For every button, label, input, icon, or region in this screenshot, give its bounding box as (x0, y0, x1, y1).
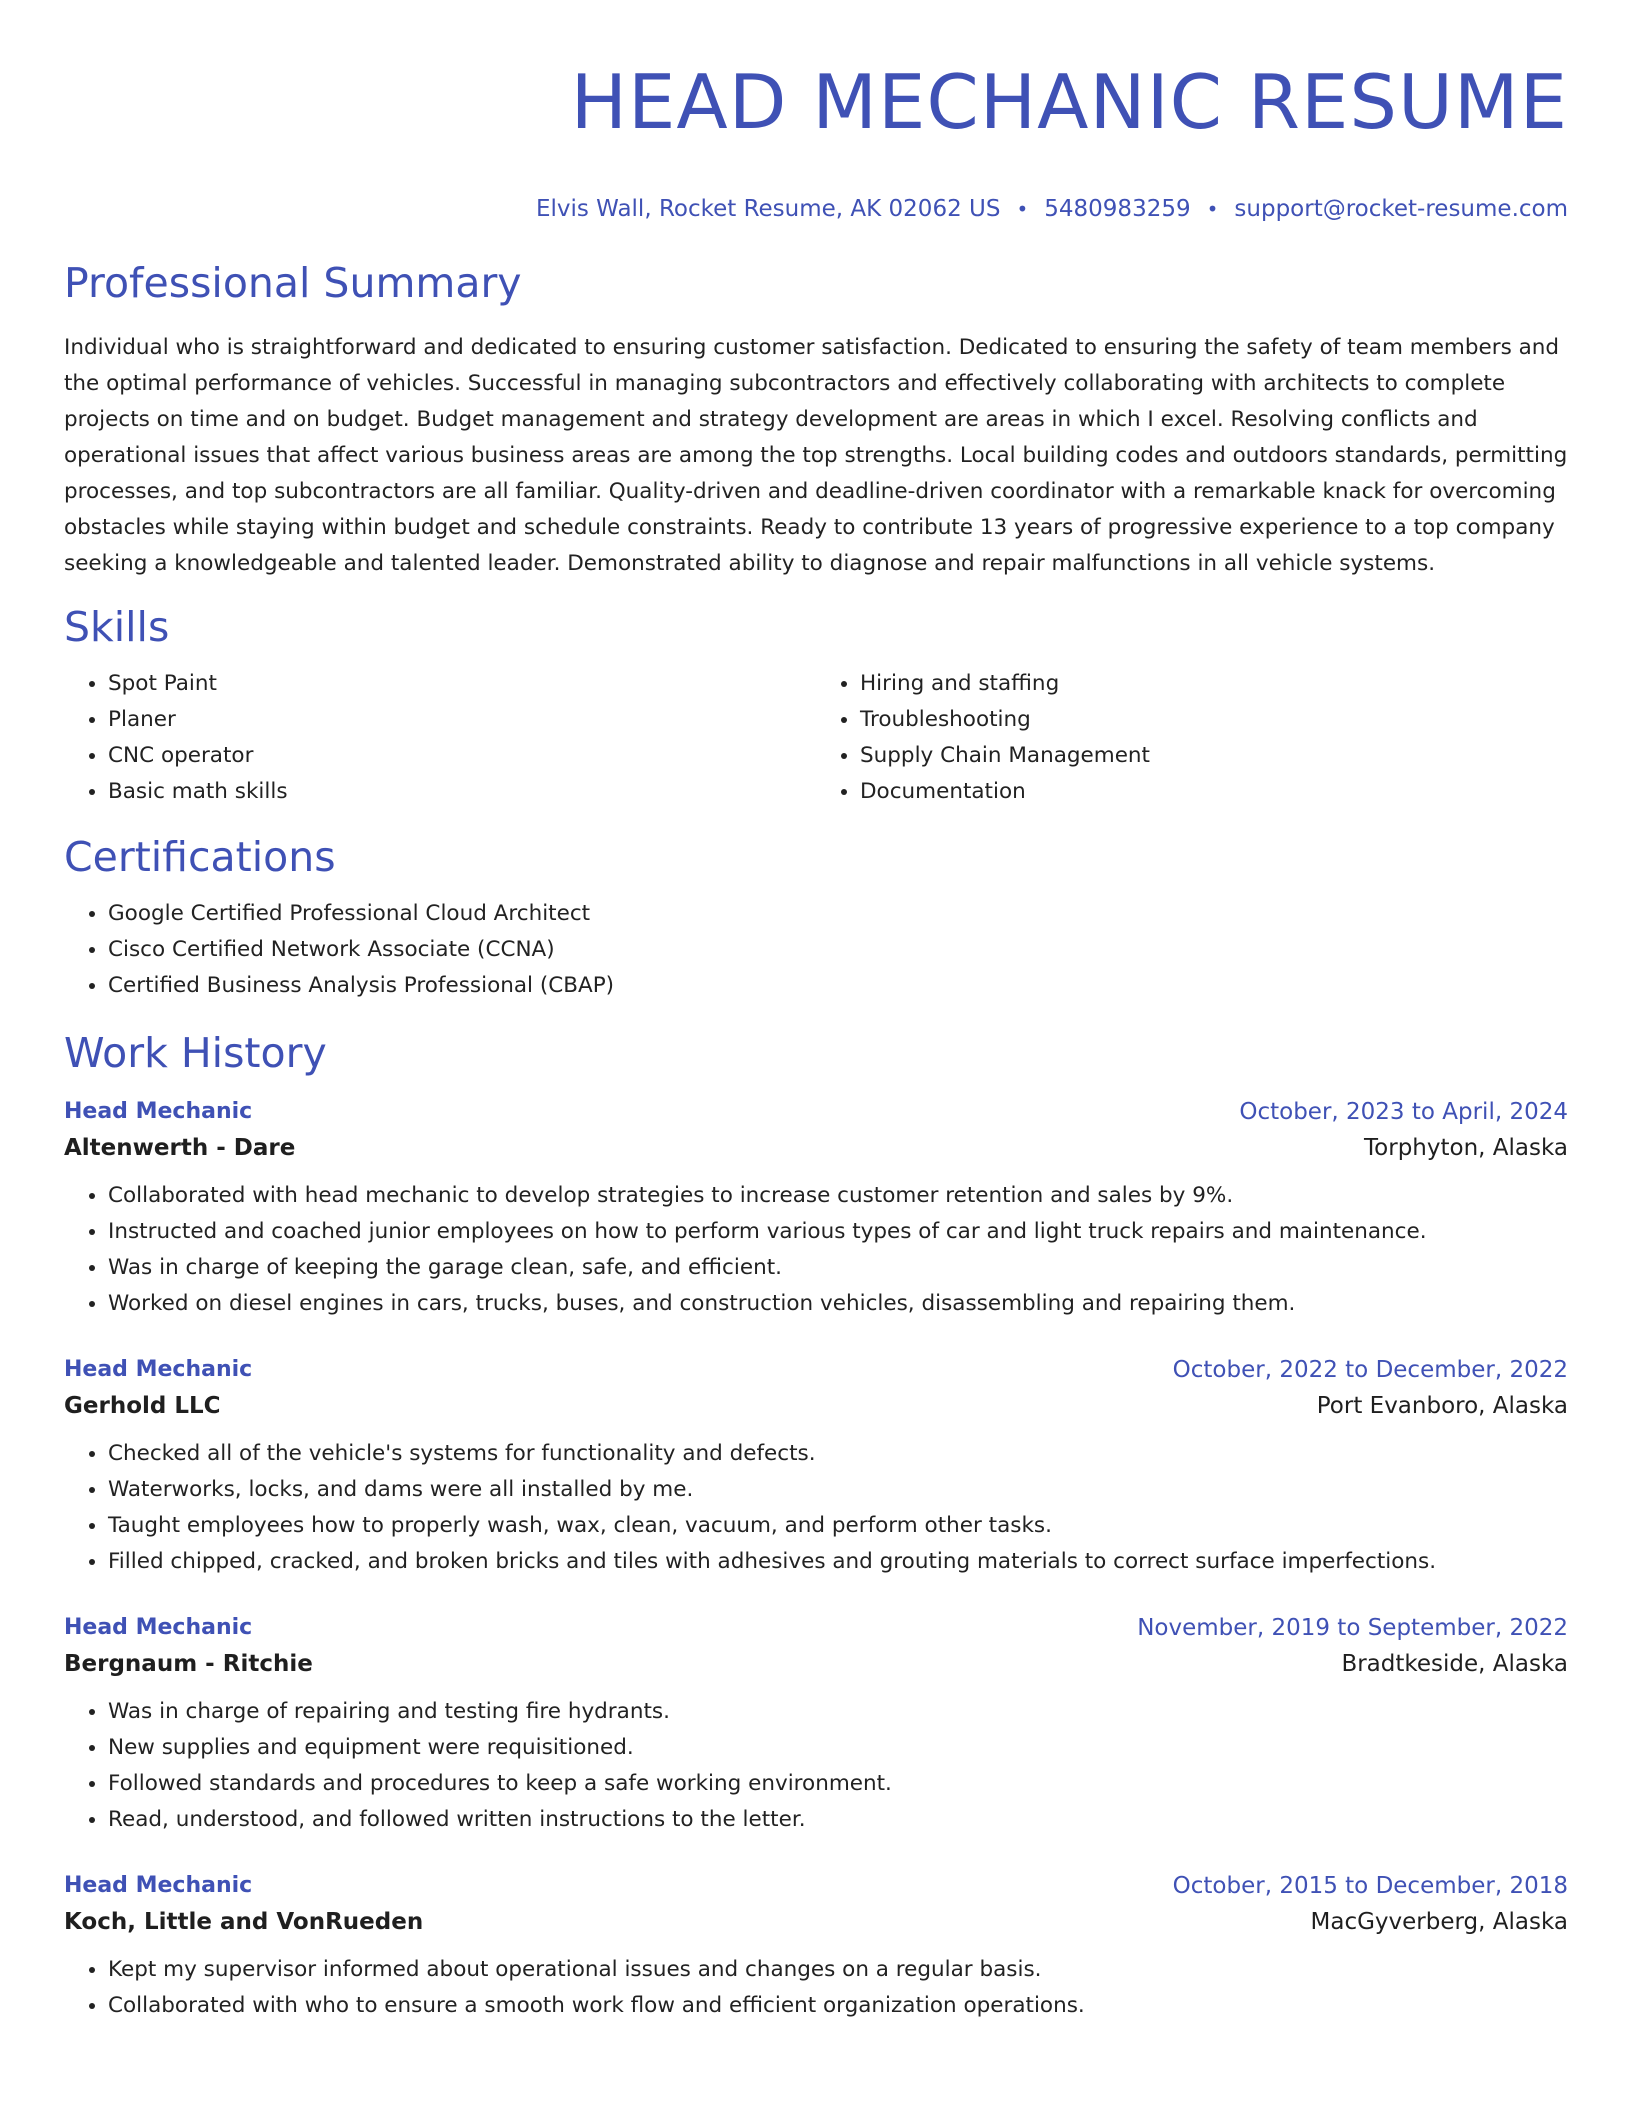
job-header (64, 1094, 1568, 1130)
job-company: Gerhold LLC (64, 1393, 221, 1419)
skills-right-list (816, 666, 1568, 810)
skills-grid (64, 666, 1568, 810)
job-bullet: • Followed standards and procedures to keep a safe working environment. (108, 1766, 1568, 1802)
job-entry (64, 1094, 1568, 1322)
job-company: Bergnaum - Ritchie (64, 1651, 313, 1677)
skill-item: • Troubleshooting (860, 702, 1568, 738)
job-entry (64, 1610, 1568, 1838)
job-title: Head Mechanic (64, 1357, 253, 1382)
certifications-list (64, 896, 1568, 1004)
job-subheader (64, 1904, 1568, 1940)
job-bullet: • Kept my supervisor informed about operational issues and changes on a regular basis. (108, 1952, 1568, 1988)
skills-left-list (64, 666, 816, 810)
job-bullet: • Read, understood, and followed written instructions to the letter. (108, 1802, 1568, 1838)
separator-dot: • (1206, 197, 1219, 221)
job-location: Port Evanboro, Alaska (1316, 1393, 1568, 1419)
job-bullet: • Waterworks, locks, and dams were all installed by me. (108, 1472, 1568, 1508)
job-bullet: • Checked all of the vehicle's systems for functionality and defects. (108, 1436, 1568, 1472)
job-bullets (64, 1952, 1568, 2024)
job-dates: October, 2023 to April, 2024 (1239, 1099, 1568, 1125)
skill-item: • Hiring and staffing (860, 666, 1568, 702)
job-bullet: • Was in charge of keeping the garage clean, safe, and efficient. (108, 1250, 1568, 1286)
certification-item: • Cisco Certified Network Associate (CCNA) (108, 932, 1568, 968)
skill-item: • Planer (108, 702, 816, 738)
job-subheader (64, 1646, 1568, 1682)
skills-heading: Skills (64, 603, 170, 651)
job-bullet: • Taught employees how to properly wash, wax, clean, vacuum, and perform other tasks. (108, 1508, 1568, 1544)
certification-item: • Certified Business Analysis Professional (CBAP) (108, 968, 1568, 1004)
job-bullets (64, 1436, 1568, 1580)
job-dates: November, 2019 to September, 2022 (1137, 1615, 1568, 1641)
contact-email: support@rocket-resume.com (1234, 196, 1568, 222)
contact-phone: 5480983259 (1044, 196, 1191, 222)
job-title: Head Mechanic (64, 1615, 253, 1640)
job-bullet: • Instructed and coached junior employees on how to perform various types of car and light truck repairs and maintenance. (108, 1214, 1568, 1250)
job-title: Head Mechanic (64, 1099, 253, 1124)
job-subheader (64, 1130, 1568, 1166)
job-bullet: • Filled chipped, cracked, and broken bricks and tiles with adhesives and grouting materials to correct surface imperfections. (108, 1544, 1568, 1580)
separator-dot: • (1016, 197, 1029, 221)
job-bullet: • Collaborated with who to ensure a smooth work flow and efficient organization operations. (108, 1988, 1568, 2024)
job-dates: October, 2015 to December, 2018 (1172, 1873, 1568, 1899)
summary-heading: Professional Summary (64, 259, 522, 307)
job-company: Altenwerth - Dare (64, 1135, 296, 1161)
skill-item: • Spot Paint (108, 666, 816, 702)
summary-section (64, 258, 1568, 582)
skill-item: • CNC operator (108, 738, 816, 774)
skill-item: • Supply Chain Management (860, 738, 1568, 774)
job-header (64, 1610, 1568, 1646)
summary-text: Individual who is straightforward and dedicated to ensuring customer satisfaction. Dedicated to ensuring the safety of team members and the optimal performance of vehicles. Successful in managing subcontractors and effectively collaborating with architects to complete projects on time and on budget. Budget management and strategy development are areas in which I excel. Resolving conflicts and operational issues that affect various business areas are among the top strengths. Local building codes and outdoors standards, permitting processes, and top subcontractors are all familiar. Quality-driven and deadline-driven coordinator with a remarkable knack for overcoming obstacles while staying within budget and schedule constraints. Ready to contribute 13 years of progressive experience to a top company seeking a knowledgeable and talented leader. Demonstrated ability to diagnose and repair malfunctions in all vehicle systems. (64, 335, 1568, 576)
job-bullet: • Worked on diesel engines in cars, trucks, buses, and construction vehicles, disassembling and repairing them. (108, 1286, 1568, 1322)
certifications-section (64, 832, 1568, 1004)
contact-address: Elvis Wall, Rocket Resume, AK 02062 US (535, 196, 1001, 222)
contact-line (64, 194, 1568, 224)
job-dates: October, 2022 to December, 2022 (1172, 1357, 1568, 1383)
skill-item: • Documentation (860, 774, 1568, 810)
job-header (64, 1352, 1568, 1388)
skill-item: • Basic math skills (108, 774, 816, 810)
resume-title: HEAD MECHANIC RESUME (570, 58, 1568, 146)
job-location: Bradtkeside, Alaska (1341, 1651, 1568, 1677)
job-entry (64, 1352, 1568, 1580)
job-bullet: • Was in charge of repairing and testing fire hydrants. (108, 1694, 1568, 1730)
job-entry (64, 1868, 1568, 2024)
job-title: Head Mechanic (64, 1873, 253, 1898)
work-history-section (64, 1028, 1568, 2024)
job-bullets (64, 1694, 1568, 1838)
job-location: Torphyton, Alaska (1364, 1135, 1568, 1161)
job-bullet: • Collaborated with head mechanic to develop strategies to increase customer retention and sales by 9%. (108, 1178, 1568, 1214)
job-bullet: • New supplies and equipment were requisitioned. (108, 1730, 1568, 1766)
work-history-heading: Work History (64, 1029, 327, 1077)
job-header (64, 1868, 1568, 1904)
certification-item: • Google Certified Professional Cloud Architect (108, 896, 1568, 932)
job-company: Koch, Little and VonRueden (64, 1909, 424, 1935)
job-location: MacGyverberg, Alaska (1310, 1909, 1568, 1935)
certifications-heading: Certifications (64, 833, 336, 881)
job-subheader (64, 1388, 1568, 1424)
skills-section (64, 602, 1568, 810)
job-bullets (64, 1178, 1568, 1322)
